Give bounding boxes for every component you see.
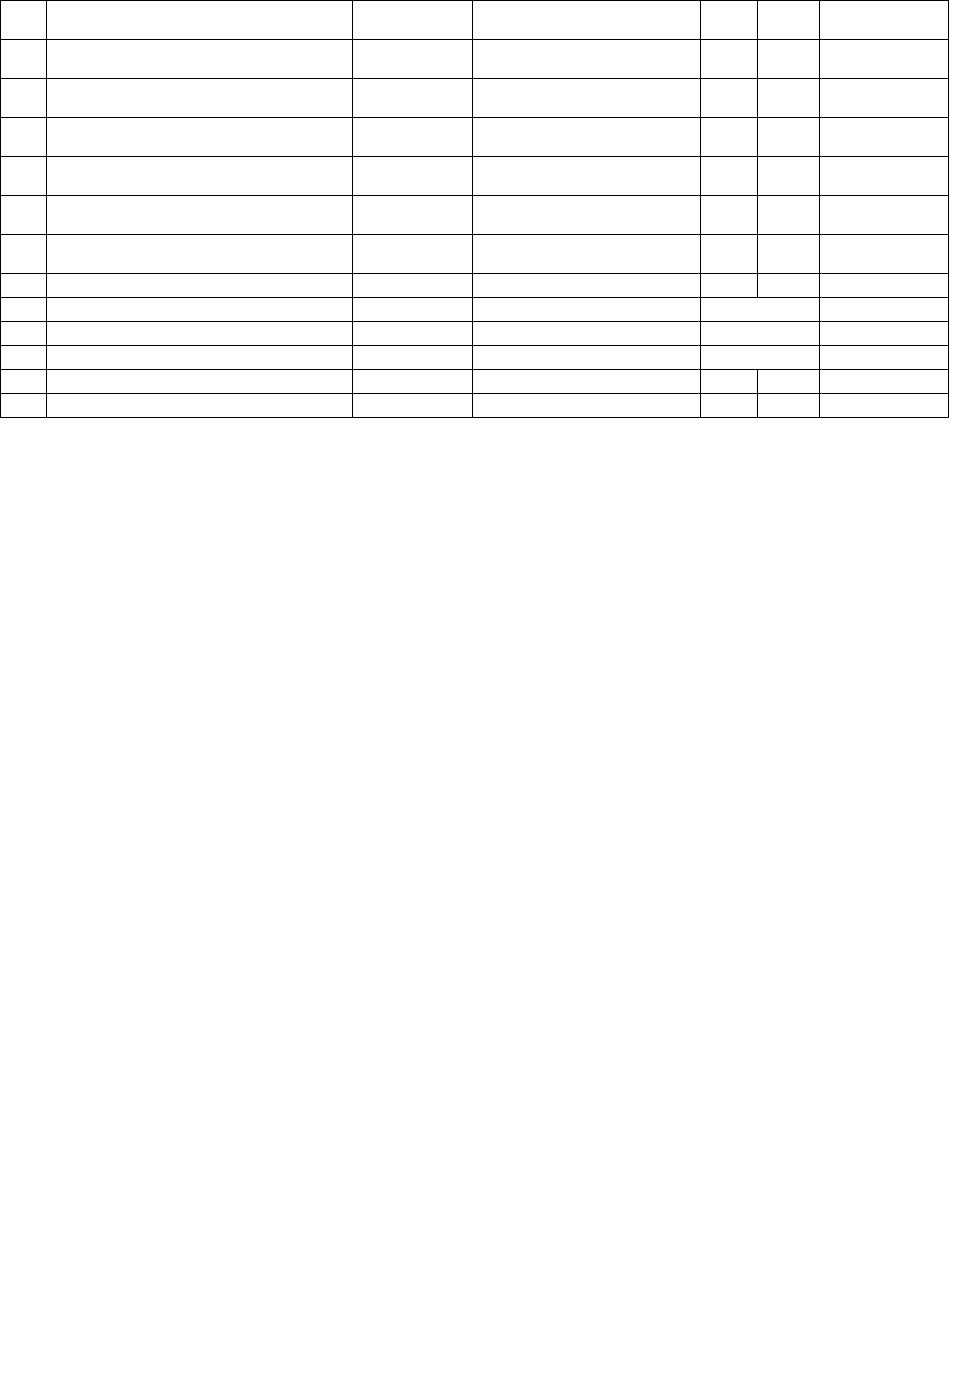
item-cpv-code: [353, 118, 473, 157]
table-row: [1, 196, 949, 235]
item-cpv-code: [353, 1, 473, 40]
item-unit-price: [758, 157, 820, 196]
subtotal-label: [701, 298, 820, 322]
item-unit-price: [758, 196, 820, 235]
item-description: [47, 1, 353, 40]
item-number: [1, 79, 47, 118]
item-model: [473, 79, 701, 118]
item-model: [473, 1, 701, 40]
item-model: [473, 157, 701, 196]
item-quantity: [701, 118, 758, 157]
item-description: [47, 79, 353, 118]
item-quantity: [701, 79, 758, 118]
items-table: [0, 0, 949, 418]
item-description: [47, 118, 353, 157]
item-total: [820, 40, 949, 79]
item-number: [1, 196, 47, 235]
item-quantity: [701, 235, 758, 274]
item-cpv-code: [353, 79, 473, 118]
item-unit-price: [758, 1, 820, 40]
item-quantity: [701, 157, 758, 196]
table-row: [1, 157, 949, 196]
item-total: [820, 79, 949, 118]
item-number: [1, 235, 47, 274]
vat-value: [820, 322, 949, 346]
item-description: [47, 235, 353, 274]
item-quantity: [701, 196, 758, 235]
table-row: [1, 1, 949, 40]
item-description: [47, 40, 353, 79]
table-row: [1, 235, 949, 274]
item-total: [820, 196, 949, 235]
item-quantity: [701, 40, 758, 79]
item-unit-price: [758, 118, 820, 157]
item-quantity: [701, 1, 758, 40]
item-model: [473, 40, 701, 79]
subtotal-row: [1, 298, 949, 322]
item-number: [1, 118, 47, 157]
vat-label: [701, 322, 820, 346]
empty-row: [1, 394, 949, 418]
table-row: [1, 118, 949, 157]
item-number: [1, 1, 47, 40]
item-number: [1, 157, 47, 196]
item-number: [1, 40, 47, 79]
item-description: [47, 196, 353, 235]
item-cpv-code: [353, 235, 473, 274]
table-row: [1, 79, 949, 118]
total-row: [1, 346, 949, 370]
item-model: [473, 196, 701, 235]
item-total: [820, 235, 949, 274]
item-total: [820, 157, 949, 196]
item-total: [820, 1, 949, 40]
item-description: [47, 157, 353, 196]
item-cpv-code: [353, 40, 473, 79]
item-unit-price: [758, 235, 820, 274]
item-unit-price: [758, 79, 820, 118]
total-label: [701, 346, 820, 370]
item-total: [820, 118, 949, 157]
item-cpv-code: [353, 196, 473, 235]
empty-row: [1, 370, 949, 394]
item-model: [473, 235, 701, 274]
vat-row: [1, 322, 949, 346]
item-model: [473, 118, 701, 157]
item-cpv-code: [353, 157, 473, 196]
empty-row: [1, 274, 949, 298]
subtotal-value: [820, 298, 949, 322]
table-row: [1, 40, 949, 79]
total-value: [820, 346, 949, 370]
item-unit-price: [758, 40, 820, 79]
